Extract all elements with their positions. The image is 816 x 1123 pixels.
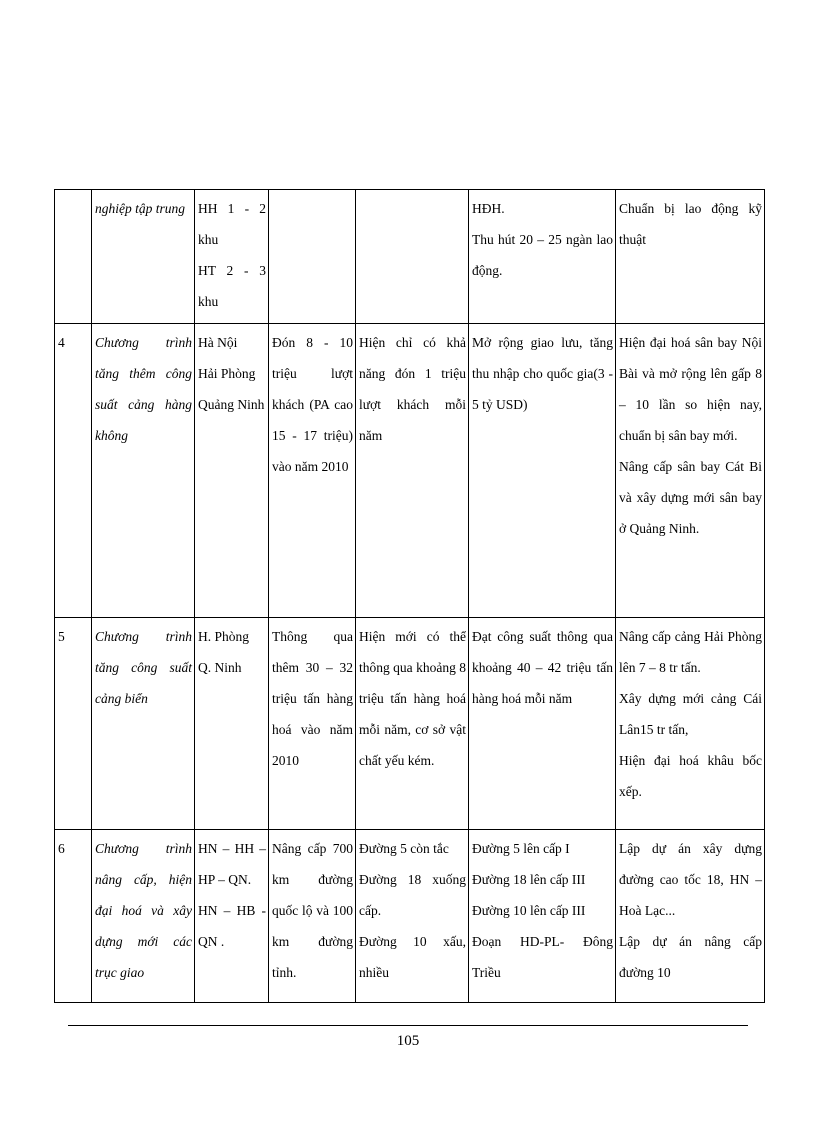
location-cell: H. Phòng Q. Ninh (195, 618, 269, 830)
table-row (55, 618, 765, 830)
row-number (55, 190, 92, 324)
page-number: 105 (396, 1033, 420, 1049)
current-cell (356, 190, 469, 324)
target-cell: Thông qua thêm 30 – 32 triệu tấn hàng hoá vào năm 2010 (269, 618, 356, 830)
program-cell: Chương trình nâng cấp, hiện đại hoá và xây dựng mới các trục giao (92, 830, 195, 1003)
target-cell: Nâng cấp 700 km đường quốc lộ và 100 km đường tỉnh. (269, 830, 356, 1003)
result-cell: HĐH. Thu hút 20 – 25 ngàn lao động. (469, 190, 616, 324)
measures-cell: Lập dự án xây dựng đường cao tốc 18, HN – Hoà Lạc... Lập dự án nâng cấp đường 10 (616, 830, 765, 1003)
row-number: 6 (55, 830, 92, 1003)
location-cell: Hà Nội Hải Phòng Quảng Ninh (195, 324, 269, 618)
row-number: 4 (55, 324, 92, 618)
location-cell: HN – HH – HP – QN. HN – HB - QN . (195, 830, 269, 1003)
location-cell: HH 1 - 2 khu HT 2 - 3 khu (195, 190, 269, 324)
planning-table (54, 189, 765, 1003)
table-row (55, 324, 765, 618)
measures-cell: Hiện đại hoá sân bay Nội Bài và mở rộng lên gấp 8 – 10 lần so hiện nay, chuẩn bị sân bay mới. Nâng cấp sân bay Cát Bi và xây dựng mới sân bay ở Quảng Ninh. (616, 324, 765, 618)
result-cell: Mở rộng giao lưu, tăng thu nhập cho quốc gia(3 - 5 tỷ USD) (469, 324, 616, 618)
current-cell: Hiện chỉ có khả năng đón 1 triệu lượt khách mỗi năm (356, 324, 469, 618)
measures-cell: Nâng cấp cảng Hải Phòng lên 7 – 8 tr tấn. Xây dựng mới cảng Cái Lân15 tr tấn, Hiện đại hoá khâu bốc xếp. (616, 618, 765, 830)
row-number: 5 (55, 618, 92, 830)
table-row (55, 830, 765, 1003)
footer-divider (68, 1025, 748, 1026)
result-cell: Đường 5 lên cấp I Đường 18 lên cấp III Đường 10 lên cấp III Đoạn HD-PL- Đông Triều (469, 830, 616, 1003)
result-cell: Đạt công suất thông qua khoảng 40 – 42 triệu tấn hàng hoá mỗi năm (469, 618, 616, 830)
current-cell: Hiện mới có thể thông qua khoảng 8 triệu tấn hàng hoá mỗi năm, cơ sở vật chất yếu kém. (356, 618, 469, 830)
current-cell: Đường 5 còn tắc Đường 18 xuống cấp. Đường 10 xấu, nhiều (356, 830, 469, 1003)
program-cell: Chương trình tăng thêm công suất cảng hàng không (92, 324, 195, 618)
program-cell: nghiệp tập trung (92, 190, 195, 324)
program-cell: Chương trình tăng công suất cảng biển (92, 618, 195, 830)
measures-cell: Chuẩn bị lao động kỹ thuật (616, 190, 765, 324)
table-row (55, 190, 765, 324)
target-cell: Đón 8 - 10 triệu lượt khách (PA cao 15 - 17 triệu) vào năm 2010 (269, 324, 356, 618)
target-cell (269, 190, 356, 324)
